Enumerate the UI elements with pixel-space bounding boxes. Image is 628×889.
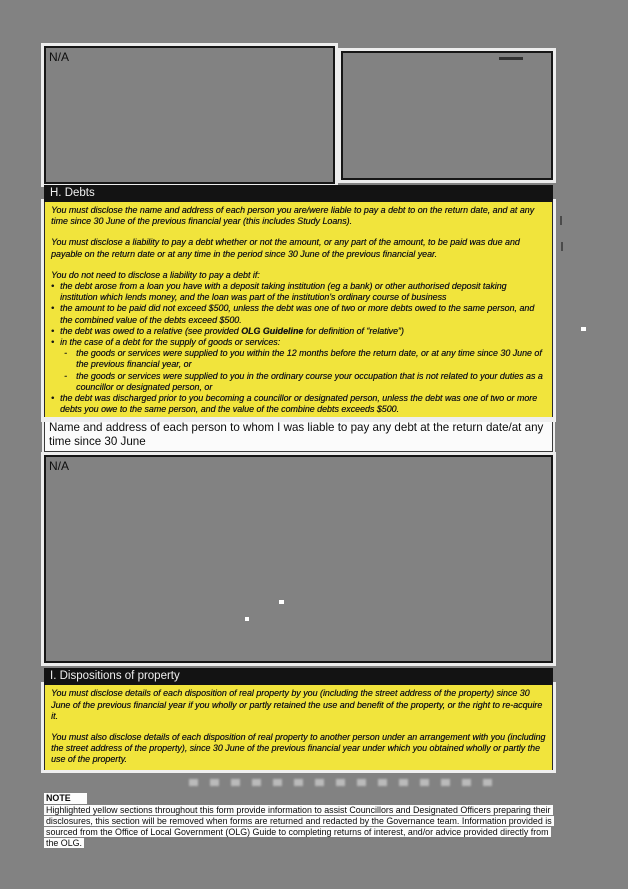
bullet-text: the debt arose from a loan you have with a deposit taking institution (eg a bank) or other authorised deposit taking institution which lends money, and the loan was part of the institution's ordinary course of business <box>60 281 507 303</box>
debts-answer-label: Name and address of each person to whom I was liable to pay any debt at the return date/at any time since 30 June <box>44 419 553 452</box>
section-header-dispositions-label: I. Dispositions of property <box>50 670 180 683</box>
section-header-debts-label: H. Debts <box>50 187 95 199</box>
bullet-text: the goods or services were supplied to you in the ordinary course your occupation that is not related to your duties as a councillor or designated person, or <box>76 370 543 392</box>
debts-guidance-block <box>44 202 553 419</box>
dispositions-guidance-block <box>44 685 553 769</box>
debts-sub-bullet <box>51 371 546 393</box>
debts-bullet <box>51 281 546 303</box>
scan-dot <box>581 327 586 331</box>
bullet-marker: - <box>64 370 67 381</box>
debts-guidance-paragraph: You must disclose the name and address of each person you are/were liable to pay a debt to on the return date, and at any time since 30 June of the previous financial year (this includes Study Loans). <box>51 205 535 227</box>
response-box-left <box>44 46 335 184</box>
bullet-marker: • <box>51 303 55 314</box>
bullet-text: the debt was owed to a relative (see provided OLG Guideline for definition of “relative”) <box>60 325 404 336</box>
debts-exclusions-intro: You do not need to disclose a liability to pay a debt if: <box>51 269 260 280</box>
scan-dot <box>245 617 249 621</box>
bullet-marker: • <box>51 393 55 404</box>
note-title: NOTE <box>44 793 553 804</box>
bullet-marker: - <box>64 348 67 359</box>
note-footer <box>44 793 553 850</box>
bullet-text: in the case of a debt for the supply of goods or services: <box>60 337 281 348</box>
bullet-marker: • <box>51 325 55 336</box>
scan-dot <box>279 600 284 604</box>
olg-guideline-bold: OLG Guideline <box>241 325 304 336</box>
debts-guidance-paragraph: You must disclose a liability to pay a debt whether or not the amount, or any part of the amount, to be paid was due and payable on the return date or at any time in the period since 30 June of the previous financial year. <box>51 237 520 259</box>
debts-bullet <box>51 326 546 337</box>
dispositions-guidance-paragraph: You must disclose details of each disposition of real property by you (including the street address of the property) since 30 June of the previous financial year if you wholly or partly retained the use and benefit of the property, or the right to re-acquire it. <box>51 688 543 721</box>
scan-tick <box>561 242 563 251</box>
debts-sub-bullet <box>51 348 546 370</box>
document-column <box>44 46 553 850</box>
debts-answer-box <box>44 455 553 663</box>
note-body: Highlighted yellow sections throughout this form provide information to assist Councillors and Designated Officers preparing their disclosures, this section will be removed when forms are returned and redacted by the Governance team. Information provided is sourced from the Office of Local Government (OLG) Guide to completing returns of interest, and/or advice provided directly from the OLG. <box>46 804 552 849</box>
bullet-text: the amount to be paid did not exceed $500, unless the debt was one of two or more debts owed to the same person, and the combined value of the debts exceed $500. <box>60 303 535 325</box>
response-box-right <box>341 51 553 180</box>
debts-bullet <box>51 393 546 415</box>
bullet-text: the goods or services were supplied to you within the 12 months before the return date, or at any time since 30 June of the previous financial year, or <box>76 348 542 370</box>
bullet-text: the debt was discharged prior to you becoming a councillor or designated person, unless the debt was one of two or more debts you owe to the same person, and the value of the combine debts exceeds $500. <box>60 393 538 415</box>
debts-bullet <box>51 337 546 348</box>
scan-smear <box>499 57 523 60</box>
section-header-dispositions <box>44 668 553 685</box>
section-header-debts <box>44 185 553 202</box>
dispositions-guidance-paragraph: You must also disclose details of each disposition of real property to another person under an arrangement with you (including the street address of the property), since 30 June of the previous financial year under which you obtained wholly or partly the use of the property. <box>51 732 546 765</box>
response-value-na: N/A <box>49 50 70 64</box>
debts-answer-na: N/A <box>49 459 70 474</box>
scan-bleedthrough-smudge <box>189 779 499 786</box>
bullet-marker: • <box>51 337 55 348</box>
top-response-boxes <box>44 46 553 184</box>
debts-bullet <box>51 303 546 325</box>
scan-tick <box>560 216 562 225</box>
bullet-marker: • <box>51 281 55 292</box>
